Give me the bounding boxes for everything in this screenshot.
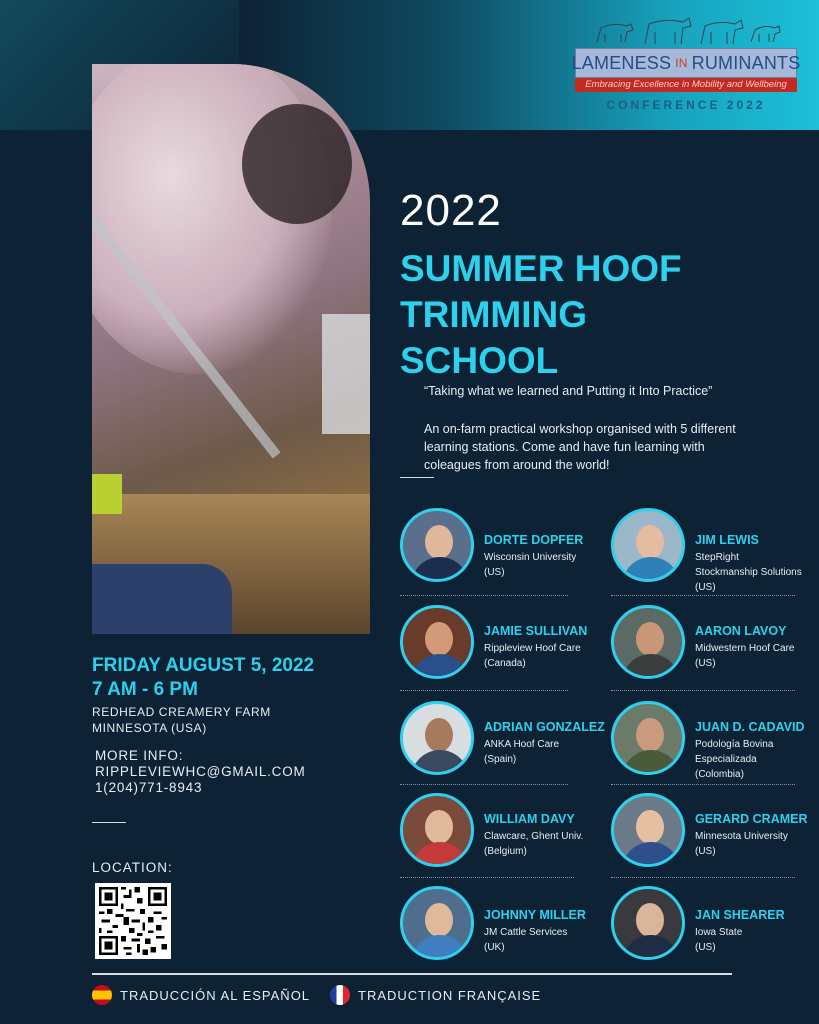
spain-flag-icon <box>92 985 112 1005</box>
speaker-name: AARON LAVOY <box>695 624 787 638</box>
speaker-divider <box>400 690 568 691</box>
speaker-org: Rippleview Hoof Care (Canada) <box>484 643 581 669</box>
contact-phone[interactable]: 1(204)771-8943 <box>95 780 203 795</box>
france-flag-icon <box>330 985 350 1005</box>
speaker-divider <box>400 784 568 785</box>
speaker-org: Midwestern Hoof Care (US) <box>695 643 795 669</box>
speaker-avatar <box>400 701 474 775</box>
french-translation-label: TRADUCTION FRANÇAISE <box>358 987 542 1003</box>
speaker-divider <box>400 595 568 596</box>
title-line-2: TRIMMING <box>400 294 588 335</box>
speaker-name: JAN SHEARER <box>695 908 785 922</box>
french-translation[interactable] <box>330 985 541 1005</box>
speaker-avatar <box>611 793 685 867</box>
event-date: FRIDAY AUGUST 5, 2022 <box>92 655 315 676</box>
speaker-org: ANKA Hoof Care (Spain) <box>484 739 560 765</box>
footer-divider <box>92 973 732 975</box>
qr-code-icon <box>99 887 167 955</box>
speaker-avatar <box>611 605 685 679</box>
divider <box>92 822 126 823</box>
speaker-org: JM Cattle Services (UK) <box>484 927 568 953</box>
hoof-trimming-photo <box>92 64 370 634</box>
speaker-avatar <box>611 886 685 960</box>
logo-conference: CONFERENCE 2022 <box>606 98 766 112</box>
speaker-avatar <box>400 605 474 679</box>
event-venue <box>92 704 271 736</box>
speaker-org: Minnesota University (US) <box>695 831 788 857</box>
contact-email[interactable]: RIPPLEVIEWHC@GMAIL.COM <box>95 764 306 779</box>
speaker-name: GERARD CRAMER <box>695 812 808 826</box>
speaker-name: WILLIAM DAVY <box>484 812 575 826</box>
event-time: 7 AM - 6 PM <box>92 679 198 700</box>
speaker-org: Clawcare, Ghent Univ. (Belgium) <box>484 831 584 857</box>
speaker-avatar <box>400 886 474 960</box>
speaker-divider <box>400 877 574 878</box>
speaker-name: ADRIAN GONZALEZ <box>484 720 605 734</box>
logo-tagline: Embracing Excellence in Mobility and Wellbeing <box>575 78 797 92</box>
logo-title-right: RUMINANTS <box>691 52 801 73</box>
speaker-name: DORTE DOPFER <box>484 533 584 547</box>
speaker-avatar <box>400 793 474 867</box>
speaker-name: JIM LEWIS <box>695 533 759 547</box>
event-quote: “Taking what we learned and Putting it Into Practice” <box>424 384 713 398</box>
more-info <box>95 748 306 796</box>
speaker-divider <box>611 877 795 878</box>
speaker-org: Podología Bovina Especializada (Colombia) <box>695 739 774 780</box>
venue-region: MINNESOTA (USA) <box>92 721 207 735</box>
spanish-translation[interactable] <box>92 985 310 1005</box>
speaker-name: JAMIE SULLIVAN <box>484 624 588 638</box>
event-description: An on-farm practical workshop organised with 5 different learning stations. Come and have fun learning with coleagues from around the world! <box>424 422 736 472</box>
more-info-label: MORE INFO: <box>95 748 184 763</box>
conference-logo <box>571 14 801 118</box>
speaker-avatar <box>611 701 685 775</box>
speaker-avatar <box>611 508 685 582</box>
speaker-name: JUAN D. CADAVID <box>695 720 805 734</box>
location-qr-code[interactable] <box>95 883 171 959</box>
speaker-divider <box>611 690 795 691</box>
title-line-1: SUMMER HOOF <box>400 248 682 289</box>
venue-name: REDHEAD CREAMERY FARM <box>92 705 271 719</box>
title-line-3: SCHOOL <box>400 340 559 381</box>
event-title <box>400 246 800 384</box>
divider <box>400 477 434 478</box>
logo-title-left: LAMENESS <box>571 52 672 73</box>
cows-illustration-icon <box>593 14 783 48</box>
speaker-avatar <box>400 508 474 582</box>
location-label: LOCATION: <box>92 860 173 875</box>
speaker-org: Iowa State (US) <box>695 927 743 953</box>
speaker-org: StepRight Stockmanship Solutions (US) <box>695 552 802 593</box>
speaker-org: Wisconsin University (US) <box>484 552 577 578</box>
logo-title <box>571 48 801 78</box>
event-year: 2022 <box>400 186 502 235</box>
spanish-translation-label: TRADUCCIÓN AL ESPAÑOL <box>120 987 311 1003</box>
logo-title-in: IN <box>675 56 688 70</box>
speaker-name: JOHNNY MILLER <box>484 908 586 922</box>
speaker-divider <box>611 595 795 596</box>
speaker-divider <box>611 784 795 785</box>
